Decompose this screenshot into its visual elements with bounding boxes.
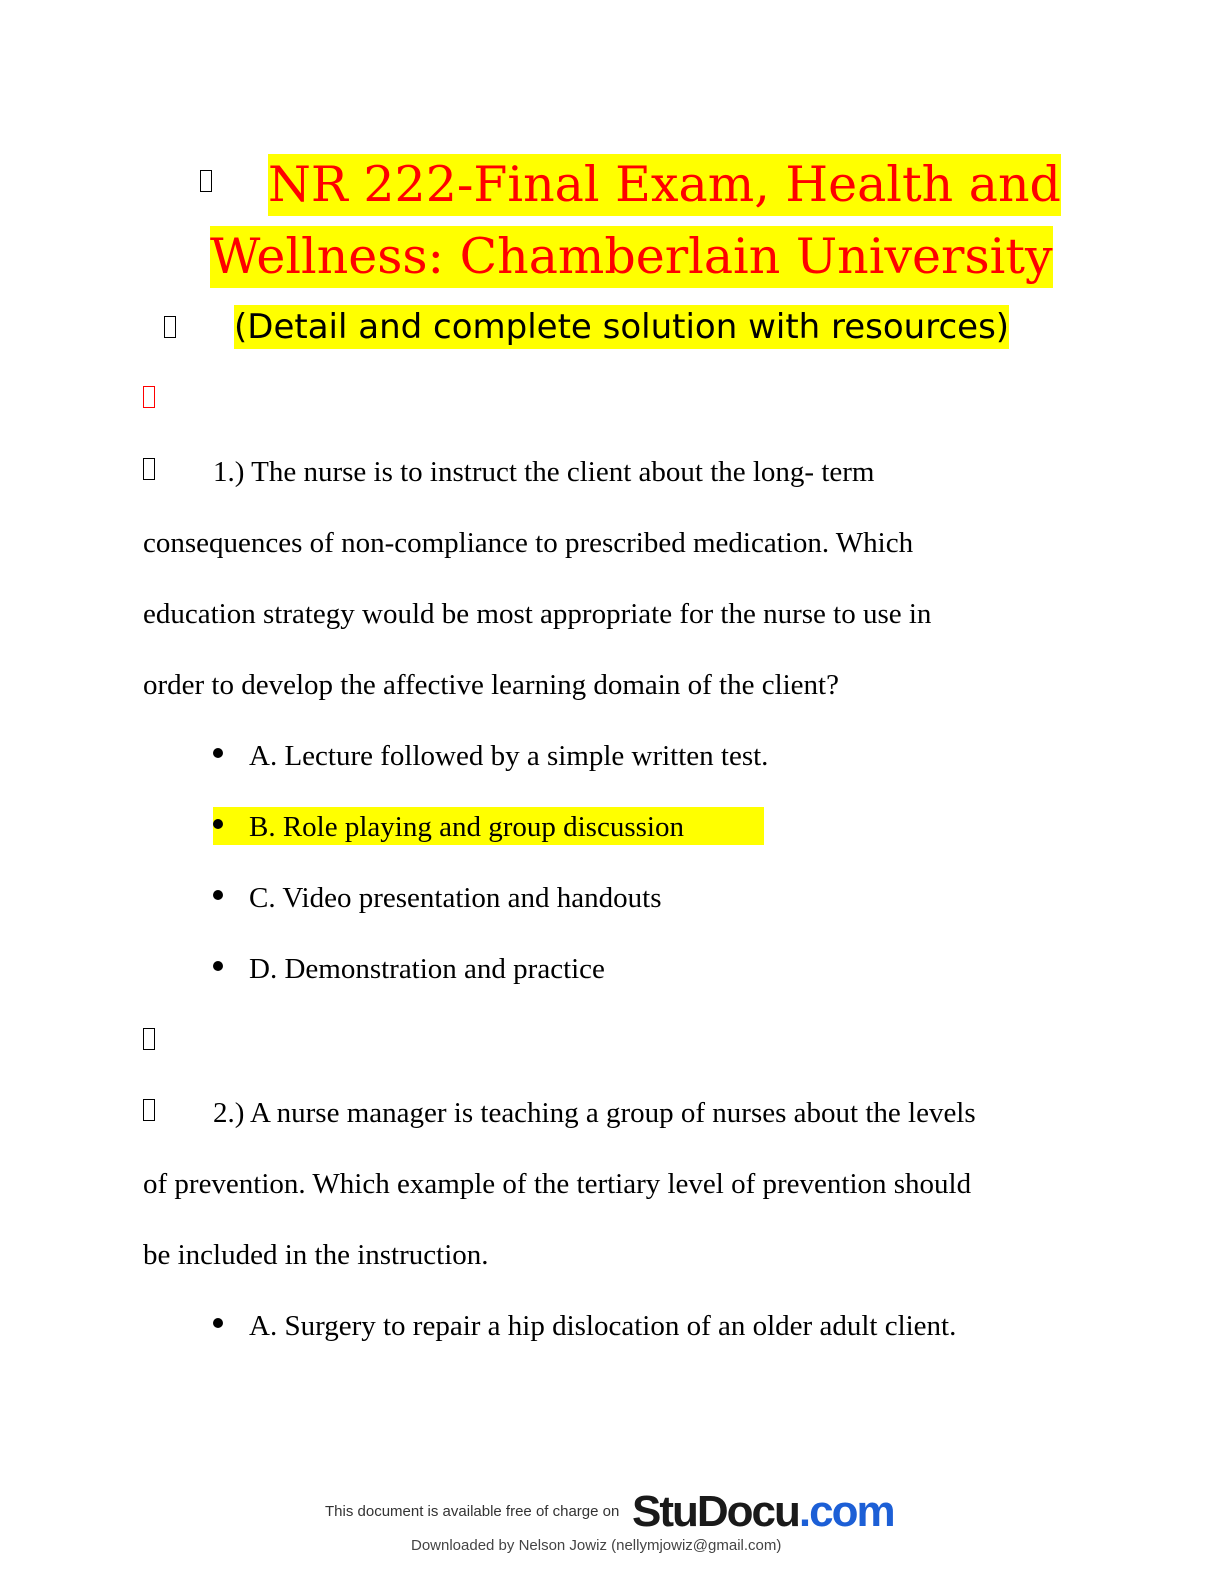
bullet-icon [213,961,223,971]
missing-glyph-icon [143,1028,155,1050]
document-title-line-1: NR 222-Final Exam, Health and [268,154,1061,216]
availability-notice: This document is available free of charge on [325,1503,620,1520]
question-1-line-1: 1.) The nurse is to instruct the client about the long- term [213,456,875,488]
logo-text-domain: .com [798,1487,894,1536]
download-notice: Downloaded by Nelson Jowiz (nellymjowiz@gmail.com) [411,1537,782,1554]
question-2-option-a: A. Surgery to repair a hip dislocation of an older adult client. [249,1310,957,1342]
bullet-icon [213,890,223,900]
question-1-option-b: B. Role playing and group discussion [249,811,684,843]
bullet-icon [213,748,223,758]
question-1-option-c: C. Video presentation and handouts [249,882,662,914]
missing-glyph-icon [164,316,176,338]
missing-glyph-icon [200,170,212,192]
question-1-line-4: order to develop the affective learning domain of the client? [143,669,839,701]
missing-glyph-icon [143,458,155,480]
question-1-line-2: consequences of non-compliance to prescribed medication. Which [143,527,914,559]
bullet-icon [213,1318,223,1328]
question-2-line-1: 2.) A nurse manager is teaching a group of nurses about the levels [213,1097,976,1129]
logo-text-main: StuDocu [632,1487,799,1536]
missing-glyph-icon [143,386,155,408]
studocu-logo[interactable] [632,1487,894,1537]
bullet-icon [213,819,223,829]
question-1-option-a: A. Lecture followed by a simple written test. [249,740,769,772]
question-2-line-2: of prevention. Which example of the tertiary level of prevention should [143,1168,972,1200]
question-1-option-d: D. Demonstration and practice [249,953,605,985]
question-1-line-3: education strategy would be most appropriate for the nurse to use in [143,598,932,630]
document-subtitle: (Detail and complete solution with resources) [234,307,1010,347]
document-title-line-2: Wellness: Chamberlain University [210,226,1053,288]
question-2-line-3: be included in the instruction. [143,1239,489,1271]
missing-glyph-icon [143,1099,155,1121]
